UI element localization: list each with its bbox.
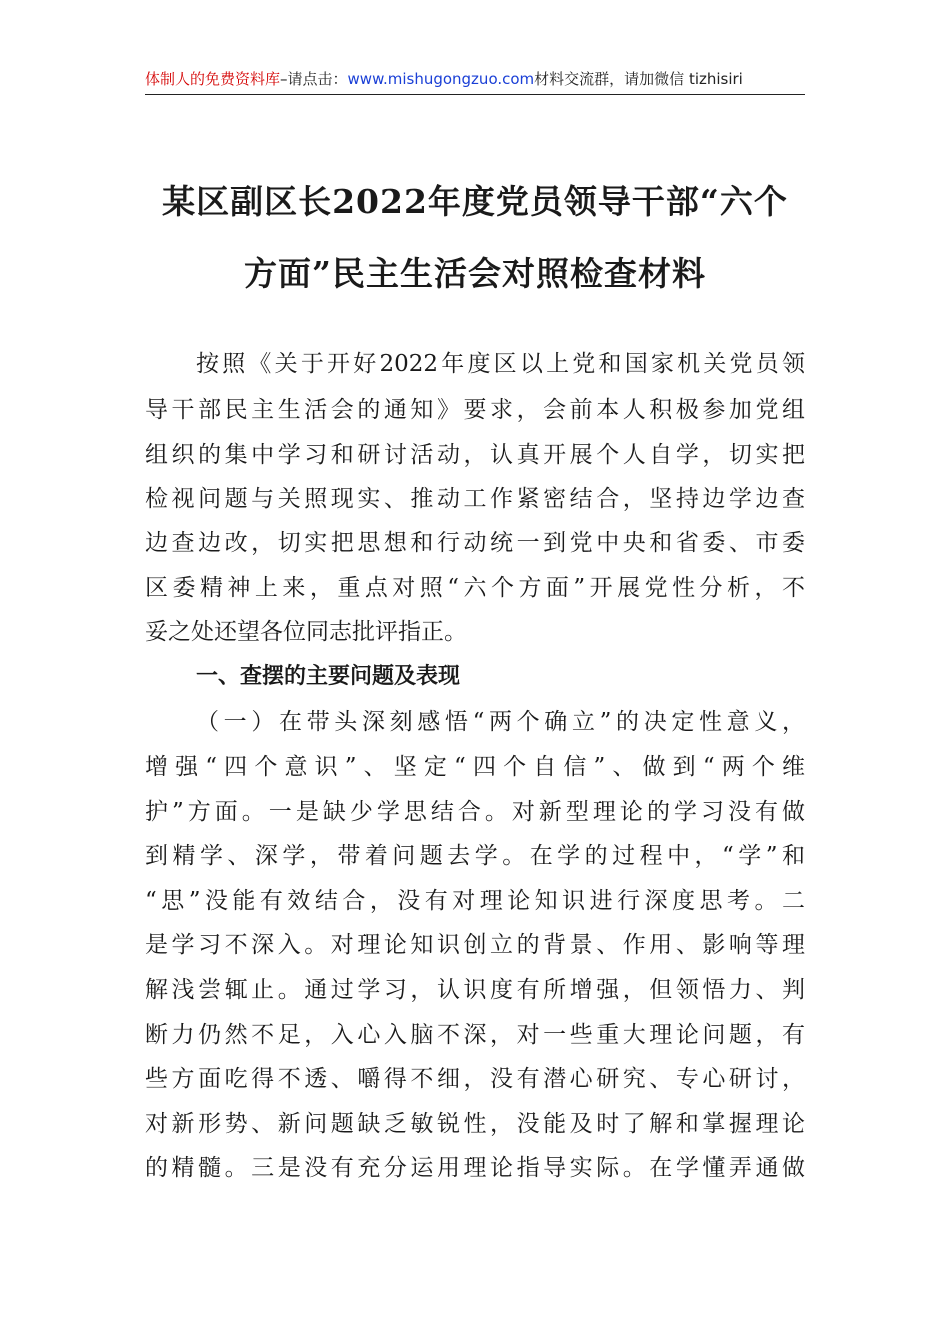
- paragraph-line: 妥之处还望各位同志批评指正。: [145, 619, 467, 645]
- paragraph-line: 的精髓。三是没有充分运用理论指导实际。在学懂弄通做: [145, 1155, 805, 1181]
- document-title-line-2: 方面”民主生活会对照检查材料: [244, 254, 706, 293]
- paragraph-line: 组织的集中学习和研讨活动，认真开展个人自学，切实把: [145, 442, 805, 468]
- header-link[interactable]: www.mishugongzuo.com: [347, 70, 535, 88]
- paragraph-line: 边查边改，切实把思想和行动统一到党中央和省委、市委: [145, 530, 805, 556]
- paragraph-line: 断力仍然不足，入心入脑不深，对一些重大理论问题，有: [145, 1022, 805, 1048]
- paragraph-line: 是学习不深入。对理论知识创立的背景、作用、影响等理: [145, 932, 805, 958]
- header-site-name: 体制人的免费资料库: [145, 70, 281, 88]
- document-title-line-1: 某区副区长2022年度党员领导干部“六个: [162, 182, 788, 221]
- header-banner: [145, 68, 805, 95]
- paragraph-line: 解浅尝辄止。通过学习，认识度有所增强，但领悟力、判: [145, 977, 805, 1003]
- paragraph-line: 增强“四个意识”、坚定“四个自信”、做到“两个维: [145, 754, 805, 780]
- paragraph-line: （一）在带头深刻感悟“两个确立”的决定性意义，: [196, 709, 805, 735]
- paragraph-line: “思”没能有效结合，没有对理论知识进行深度思考。二: [145, 888, 805, 914]
- paragraph-line: 导干部民主生活会的通知》要求，会前本人积极参加党组: [145, 397, 805, 423]
- section-heading: 一、查摆的主要问题及表现: [196, 664, 461, 689]
- paragraph-line: 对新形势、新问题缺乏敏锐性，没能及时了解和掌握理论: [145, 1111, 805, 1137]
- paragraph-line: 检视问题与关照现实、推动工作紧密结合，坚持边学边查: [145, 486, 805, 512]
- paragraph-line: 按照《关于开好2022年度区以上党和国家机关党员领: [196, 351, 805, 377]
- paragraph-line: 区委精神上来，重点对照“六个方面”开展党性分析，不: [145, 575, 805, 601]
- header-wechat-note: 材料交流群，请加微信 tizhisiri: [534, 70, 743, 88]
- paragraph-line: 些方面吃得不透、嚼得不细，没有潜心研究、专心研讨，: [145, 1066, 805, 1092]
- header-click-prompt: –请点击：: [280, 70, 348, 88]
- paragraph-line: 护”方面。一是缺少学思结合。对新型理论的学习没有做: [145, 799, 805, 825]
- paragraph-line: 到精学、深学，带着问题去学。在学的过程中，“学”和: [145, 843, 805, 869]
